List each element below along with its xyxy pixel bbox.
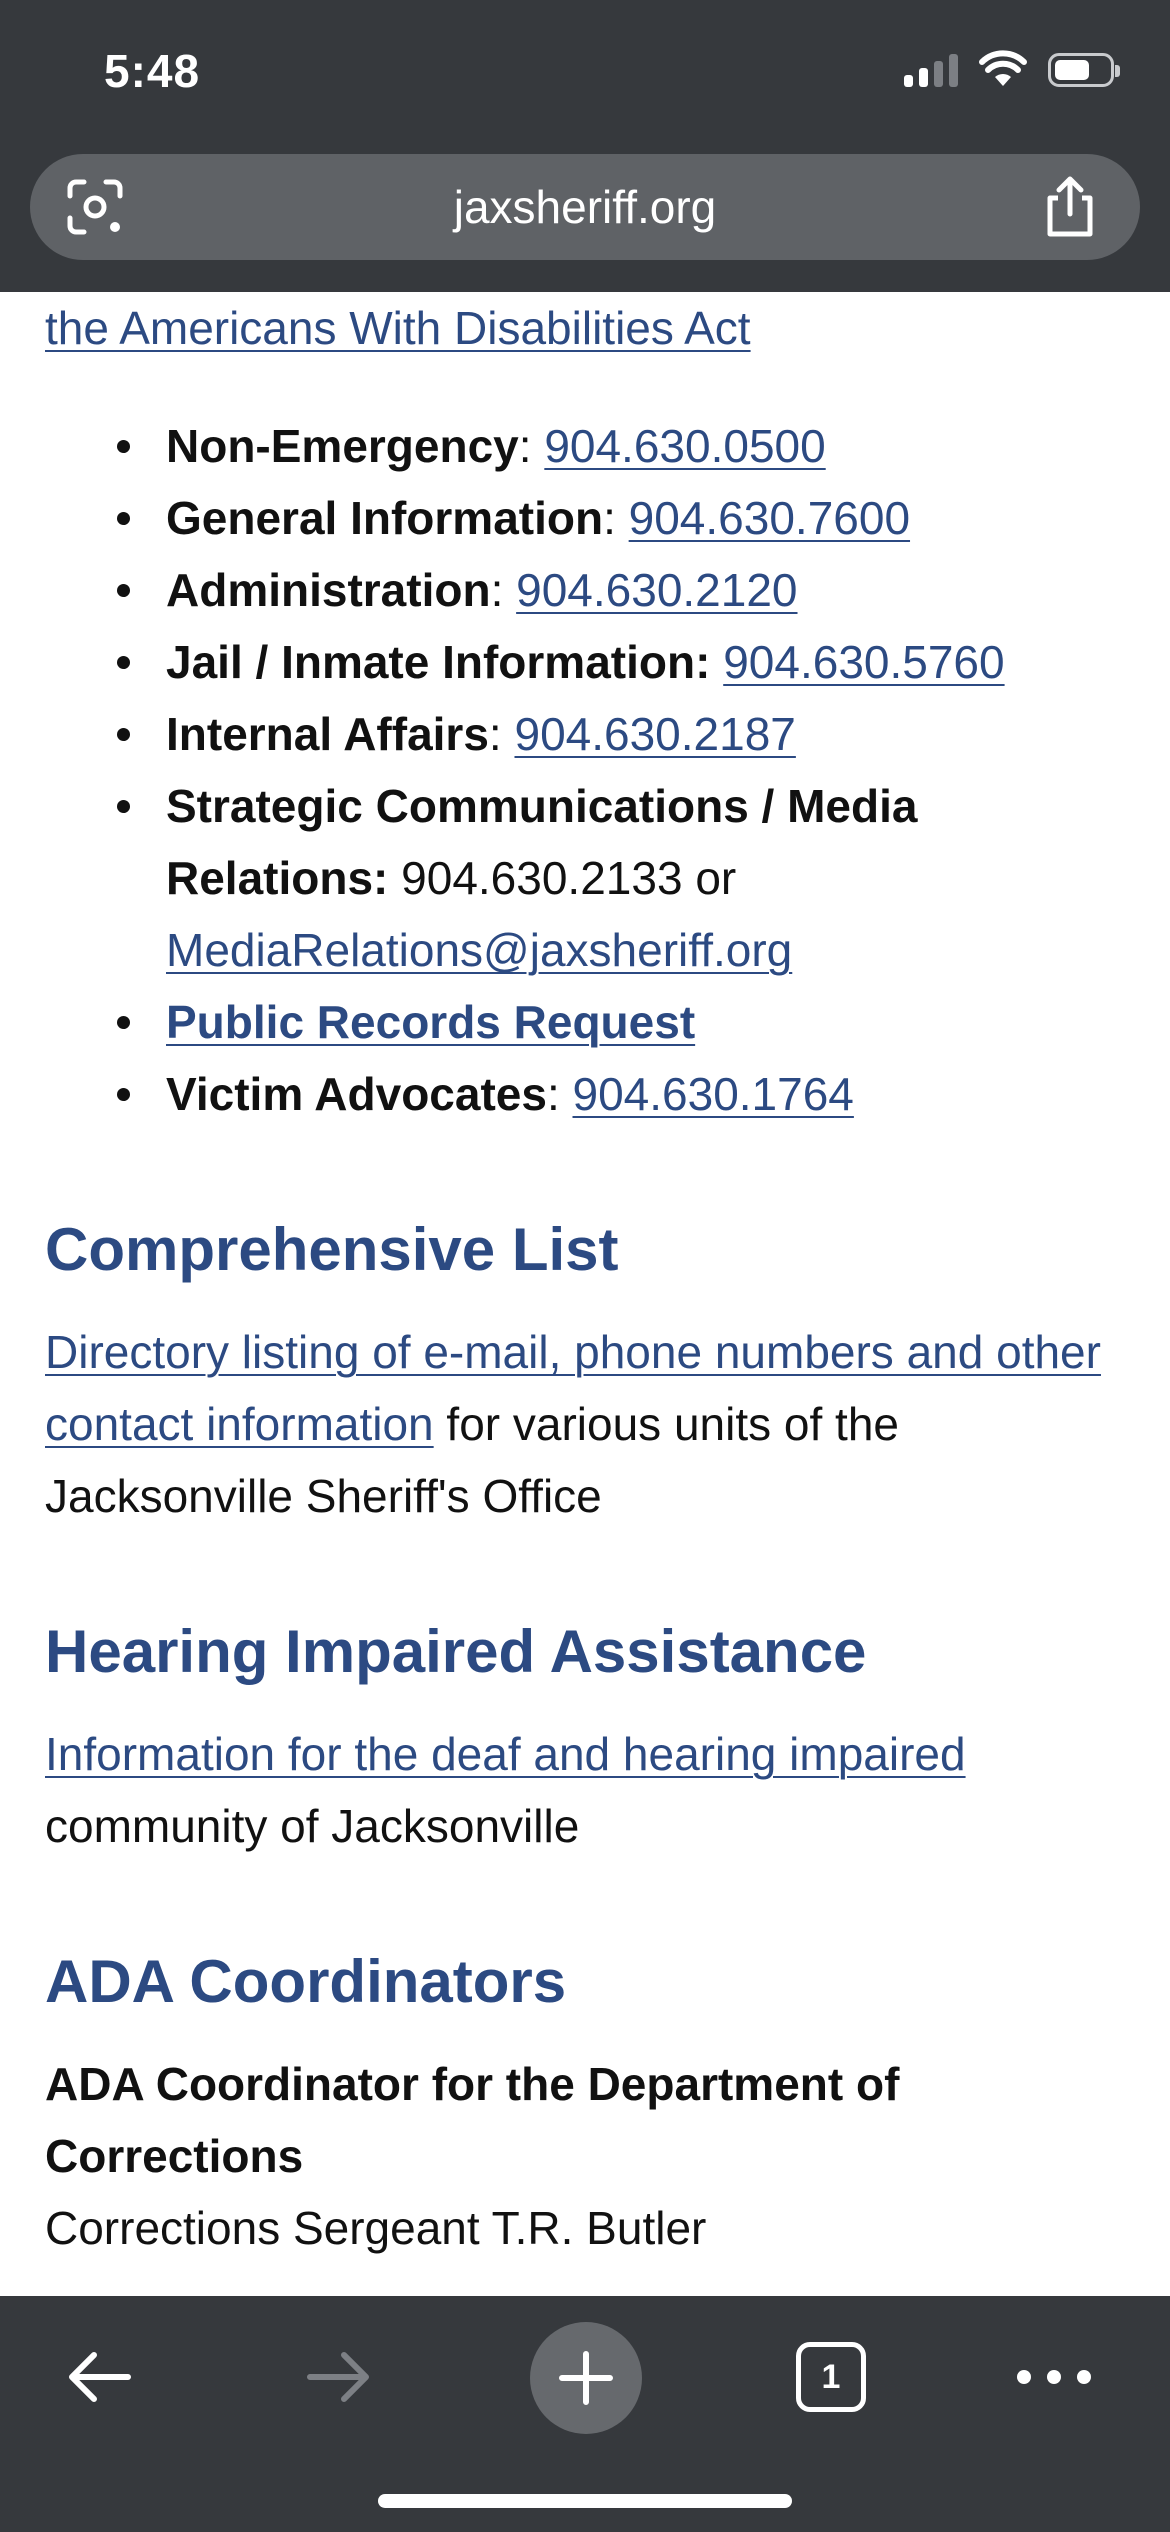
back-button[interactable]	[54, 2332, 144, 2422]
comprehensive-paragraph	[45, 1316, 1110, 1532]
phone-link[interactable]: 904.630.1764	[572, 1068, 854, 1120]
home-indicator[interactable]	[378, 2494, 792, 2508]
list-item	[45, 626, 1110, 698]
battery-icon	[1048, 53, 1114, 87]
list-item	[45, 698, 1110, 770]
hearing-text: community of Jacksonville	[45, 1800, 580, 1852]
contact-label: Victim Advocates	[166, 1068, 547, 1120]
list-item	[45, 482, 1110, 554]
arrow-right-icon	[304, 2347, 374, 2407]
phone-link[interactable]: 904.630.5760	[723, 636, 1005, 688]
forward-button[interactable]	[294, 2332, 384, 2422]
separator	[710, 636, 723, 688]
comprehensive-heading: Comprehensive List	[45, 1216, 619, 1283]
list-item	[45, 1058, 1110, 1130]
url-text[interactable]: jaxsheriff.org	[453, 181, 717, 233]
list-item	[45, 770, 1110, 986]
new-tab-button[interactable]	[530, 2322, 642, 2434]
share-icon[interactable]	[1040, 174, 1100, 240]
phone-link[interactable]: 904.630.2120	[516, 564, 798, 616]
hearing-heading: Hearing Impaired Assistance	[45, 1618, 867, 1685]
cellular-signal-icon	[904, 53, 958, 87]
contact-phone-text: 904.630.2133 or	[388, 852, 737, 904]
browser-bottom-toolbar	[0, 2296, 1170, 2532]
contact-label: Administration	[166, 564, 491, 616]
more-horizontal-icon	[1014, 2367, 1094, 2387]
ada-subheading: ADA Coordinator for the Department of Corrections	[45, 2058, 900, 2182]
public-records-link[interactable]: Public Records Request	[166, 996, 696, 1048]
contact-label: General Information	[166, 492, 604, 544]
ada-heading: ADA Coordinators	[45, 1948, 567, 2015]
hearing-impaired-link[interactable]: Information for the deaf and hearing impaired	[45, 1728, 966, 1780]
list-item	[45, 554, 1110, 626]
phone-link[interactable]: 904.630.0500	[544, 420, 826, 472]
more-menu-button[interactable]	[1006, 2332, 1102, 2422]
status-icons	[904, 52, 1114, 88]
list-item	[45, 986, 1110, 1058]
contact-label: Strategic Communications / Media Relations:	[166, 780, 918, 904]
arrow-left-icon	[64, 2347, 134, 2407]
browser-top-bar	[0, 0, 1170, 292]
email-link[interactable]: MediaRelations@jaxsheriff.org	[166, 924, 793, 976]
wifi-icon	[980, 52, 1026, 88]
tab-switcher-button[interactable]	[786, 2332, 876, 2422]
hearing-paragraph	[45, 1718, 1110, 1862]
phone-link[interactable]: 904.630.2187	[514, 708, 796, 760]
status-time: 5:48	[104, 45, 201, 97]
ada-coordinator-text: Corrections Sergeant T.R. Butler	[45, 2202, 707, 2254]
address-bar[interactable]	[30, 154, 1140, 260]
plus-icon	[558, 2350, 614, 2406]
contact-label: Internal Affairs	[166, 708, 489, 760]
comprehensive-text: for various units of the Jacksonville Sheriff's Office	[45, 1398, 900, 1522]
contact-label: Non-Emergency	[166, 420, 519, 472]
list-item	[45, 410, 1110, 482]
separator: :	[518, 420, 545, 472]
ada-notice-link[interactable]: the Americans With Disabilities Act	[45, 302, 751, 354]
tab-count: 1	[796, 2342, 866, 2412]
contact-label: Jail / Inmate Information:	[166, 636, 711, 688]
separator: :	[488, 708, 515, 760]
separator: :	[546, 1068, 573, 1120]
page-content	[0, 292, 1170, 2254]
contact-list	[45, 410, 1110, 1130]
directory-link[interactable]: Directory listing of e-mail, phone numbers and other contact information	[45, 1326, 1101, 1450]
separator: :	[490, 564, 517, 616]
phone-link[interactable]: 904.630.7600	[628, 492, 911, 544]
separator: :	[603, 492, 629, 544]
